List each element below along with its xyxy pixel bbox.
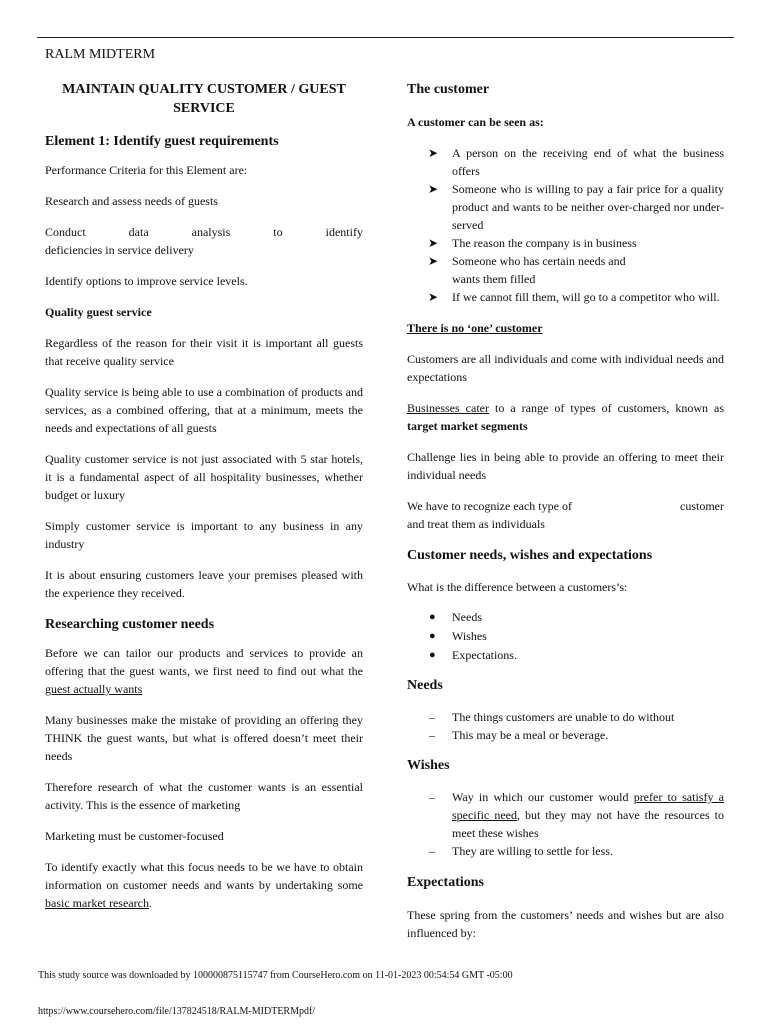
customer-seen-as-label: A customer can be seen as: [407,115,544,129]
wishes-list [407,788,724,860]
list-item-text: This may be a meal or beverage. [452,728,609,742]
text: and treat them as individuals [407,517,545,531]
download-notice: This study source was downloaded by 100000875115747 from CourseHero.com on 11-01-2023 00:54:54 GMT -05:00 [38,970,513,981]
no-one-customer-paragraph: Customers are all individuals and come with individual needs and expectations [407,352,724,384]
list-item-text: Expectations. [452,648,517,662]
list-item-text: Someone who has certain needs and wants them filled [452,254,626,286]
needs-list [407,708,724,744]
right-column [407,80,724,955]
underlined-text: basic market research [45,896,149,910]
recognize-paragraph [407,497,724,533]
criteria-conduct-analysis [45,223,363,259]
researching-customer-needs-heading: Researching customer needs [45,617,215,632]
bullet-dot-icon: ● [429,630,436,642]
list-item-text: A person on the receiving end of what the business offers [452,146,724,178]
document-title-line-1: MAINTAIN QUALITY CUSTOMER / GUEST [62,82,346,97]
text: to a range of types of customers, known as [489,401,725,415]
list-item-text: The things customers are unable to do without [452,710,675,724]
arrow-bullet-icon: ➤ [428,254,439,268]
text: , but they may not have the resources to meet these wishes [452,808,724,840]
list-item-text: Wishes [452,629,487,643]
research-paragraph-3: Therefore research of what the customer wants is an essential activity. This is the essence of marketing [45,780,363,812]
quality-guest-service-heading: Quality guest service [45,305,152,319]
list-item-text: The reason the company is in business [452,236,637,250]
expectations-heading: Expectations [407,875,484,890]
no-one-customer-heading: There is no ‘one’ customer [407,321,543,335]
underlined-text: Businesses cater [407,401,489,415]
recognize-first-line [407,497,724,515]
document-header: RALM MIDTERM [45,47,156,62]
businesses-cater-paragraph [407,399,724,435]
underlined-text: guest actually wants [45,682,143,696]
underlined-text: prefer to satisfy a specific need [452,790,724,822]
quality-paragraph-4: Simply customer service is important to any business in any industry [45,519,363,551]
word: data [128,225,149,239]
research-paragraph-1 [45,644,363,698]
left-column [45,80,363,925]
quality-paragraph-1: Regardless of the reason for their visit it is important all guests that receive quality service [45,336,363,368]
source-url: https://www.coursehero.com/file/137824518/RALM-MIDTERMpdf/ [38,1006,316,1017]
criteria-research: Research and assess needs of guests [45,194,218,208]
dash-bullet-icon: – [429,790,435,804]
element-heading: Element 1: Identify guest requirements [45,134,279,149]
dash-bullet-icon: – [429,728,435,742]
research-paragraph-2: Many businesses make the mistake of providing an offering they THINK the guest wants, but what is offered doesn’t meet their needs [45,713,363,763]
customer-definition-list [407,144,724,306]
difference-list [407,608,724,664]
list-item [407,646,724,664]
word: to [273,225,283,239]
the-customer-heading: The customer [407,82,490,97]
arrow-bullet-icon: ➤ [428,146,439,160]
text: Before we can tailor our products and services to provide an offering that the guest wants, we first need to find out what the [45,646,363,678]
research-paragraph-5 [45,858,363,912]
list-item-text: Someone who is willing to pay a fair price for a quality product and wants to be neither over-charged nor under-served [452,182,724,232]
quality-paragraph-5: It is about ensuring customers leave your premises pleased with the experience they received. [45,568,363,600]
performance-criteria-intro: Performance Criteria for this Element are: [45,163,248,177]
list-item-text: Needs [452,610,482,624]
needs-heading: Needs [407,678,443,693]
list-item [407,252,724,288]
criteria-conduct-second-line: deficiencies in service delivery [45,243,194,257]
arrow-bullet-icon: ➤ [428,182,439,196]
difference-question: What is the difference between a customers’s: [407,580,628,594]
list-item [407,144,724,180]
top-divider [37,37,734,38]
list-item [407,708,724,726]
bullet-dot-icon: ● [429,649,436,661]
text: customer [680,499,724,513]
arrow-bullet-icon: ➤ [428,236,439,250]
customer-needs-wishes-expectations-heading: Customer needs, wishes and expectations [407,548,653,563]
list-item [407,288,724,306]
list-item [407,726,724,744]
list-item-text: If we cannot fill them, will go to a competitor who will. [452,290,720,304]
word: Conduct [45,225,86,239]
list-item [407,788,724,842]
list-item [407,842,724,860]
bullet-dot-icon: ● [429,611,436,623]
quality-paragraph-3: Quality customer service is not just associated with 5 star hotels, it is a fundamental aspect of all hospitality businesses, whether budget or luxury [45,452,363,502]
word: identify [325,225,363,239]
list-item-text: They are willing to settle for less. [452,844,613,858]
list-item [407,627,724,645]
quality-paragraph-2: Quality service is being able to use a combination of products and services, as a combined offering, that at a minimum, meets the needs and expectations of all guests [45,385,363,435]
list-item [407,608,724,626]
wishes-heading: Wishes [407,758,450,773]
expectations-paragraph: These spring from the customers’ needs and wishes but are also influenced by: [407,908,724,940]
challenge-paragraph: Challenge lies in being able to provide an offering to meet their individual needs [407,450,724,482]
document-title [45,80,363,118]
list-item [407,180,724,234]
list-item [407,234,724,252]
arrow-bullet-icon: ➤ [428,290,439,304]
research-paragraph-4: Marketing must be customer-focused [45,829,224,843]
document-title-line-2: SERVICE [173,101,235,116]
bold-text: target market segments [407,419,528,433]
dash-bullet-icon: – [429,710,435,724]
text: Way in which our customer would [452,790,634,804]
text: . [148,896,152,910]
word: analysis [191,225,231,239]
dash-bullet-icon: – [429,844,435,858]
criteria-conduct-first-line [45,223,363,241]
criteria-identify-options: Identify options to improve service levels. [45,274,248,288]
text: To identify exactly what this focus needs to be we have to obtain information on customer needs and wants by undertaking some [45,860,363,892]
text: We have to recognize each type of [407,499,572,513]
